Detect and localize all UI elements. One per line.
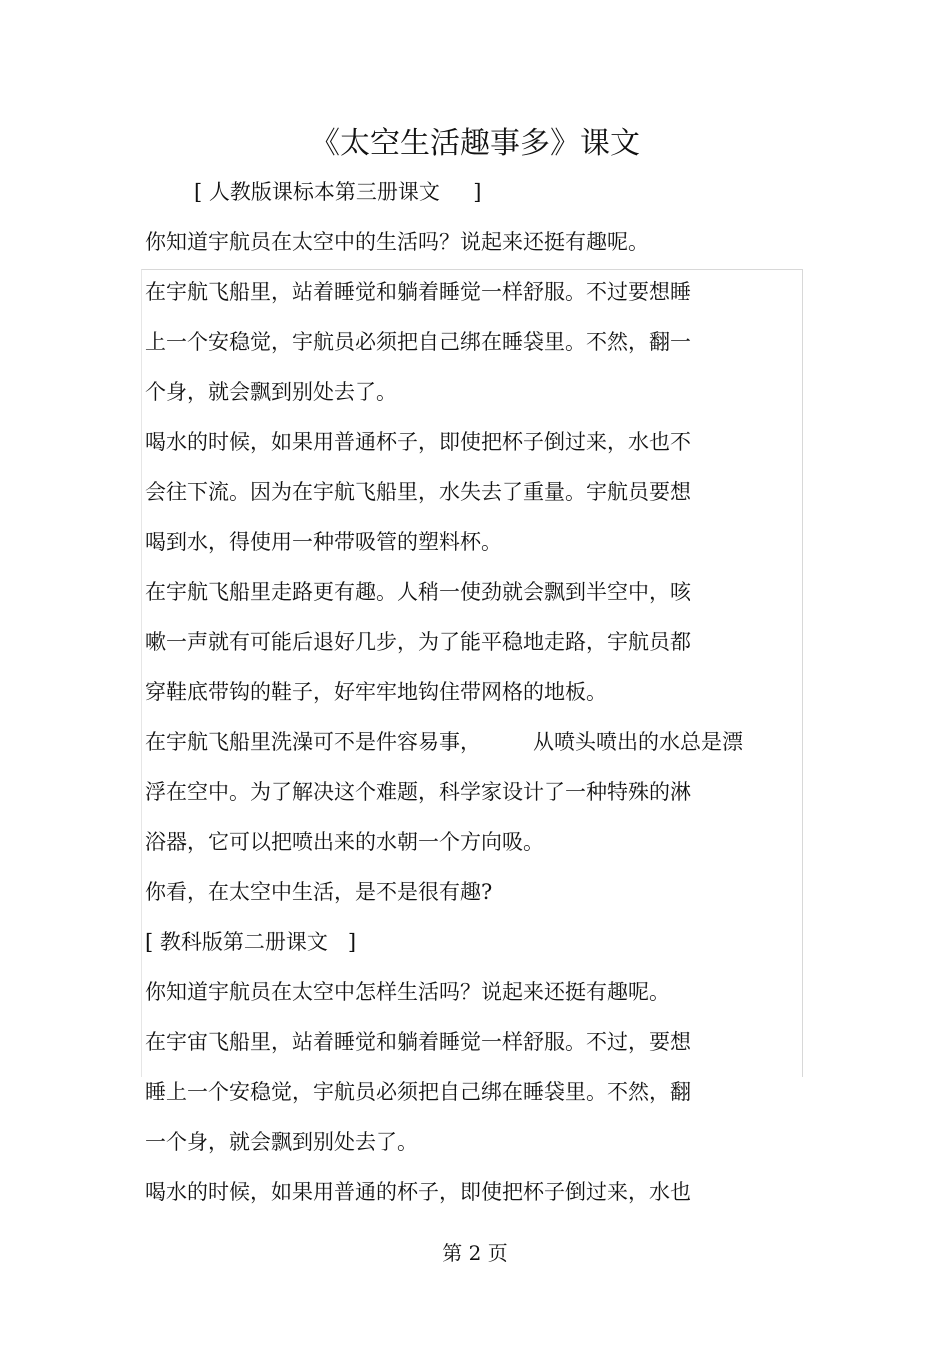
document-title: 《太空生活趣事多》课文 xyxy=(310,126,640,161)
page-number: 第 2 页 xyxy=(442,1241,508,1265)
text-line: 在宇航飞船里，站着睡觉和躺着睡觉一样舒服。不过要想睡 xyxy=(145,280,691,304)
text-line: 浴器，它可以把喷出来的水朝一个方向吸。 xyxy=(145,830,544,854)
text-line: 在宇宙飞船里，站着睡觉和躺着睡觉一样舒服。不过，要想 xyxy=(145,1030,691,1054)
text-line: 在宇航飞船里走路更有趣。人稍一使劲就会飘到半空中，咳 xyxy=(145,580,691,604)
intro-line: 你知道宇航员在太空中怎样生活吗？说起来还挺有趣呢。 xyxy=(145,980,670,1004)
edition-heading-pep: [ 人教版课标本第三册课文 ] xyxy=(194,180,482,204)
text-line: 一个身，就会飘到别处去了。 xyxy=(145,1130,418,1154)
text-line: 喝到水，得使用一种带吸管的塑料杯。 xyxy=(145,530,502,554)
text-line: 睡上一个安稳觉，宇航员必须把自己绑在睡袋里。不然，翻 xyxy=(145,1080,691,1104)
text-line: 浮在空中。为了解决这个难题，科学家设计了一种特殊的淋 xyxy=(145,780,691,804)
text-line: 会往下流。因为在宇航飞船里，水失去了重量。宇航员要想 xyxy=(145,480,691,504)
shower-line-part-b: 从喷头喷出的水总是漂 xyxy=(533,730,743,754)
closing-line: 你看，在太空中生活，是不是很有趣? xyxy=(145,880,493,904)
text-line: 个身，就会飘到别处去了。 xyxy=(145,380,397,404)
text-line: 喝水的时候，如果用普通的杯子，即使把杯子倒过来，水也 xyxy=(145,1180,691,1204)
text-line: 喝水的时候，如果用普通杯子，即使把杯子倒过来，水也不 xyxy=(145,430,691,454)
text-line: 上一个安稳觉，宇航员必须把自己绑在睡袋里。不然，翻一 xyxy=(145,330,691,354)
intro-line: 你知道宇航员在太空中的生活吗？说起来还挺有趣呢。 xyxy=(145,230,649,254)
text-line: 穿鞋底带钩的鞋子，好牢牢地钩住带网格的地板。 xyxy=(145,680,607,704)
edition-heading-jk: [ 教科版第二册课文 ] xyxy=(145,930,357,954)
text-line: 嗽一声就有可能后退好几步，为了能平稳地走路，宇航员都 xyxy=(145,630,691,654)
shower-line-part-a: 在宇航飞船里洗澡可不是件容易事， xyxy=(145,730,481,754)
shower-line xyxy=(145,728,743,756)
